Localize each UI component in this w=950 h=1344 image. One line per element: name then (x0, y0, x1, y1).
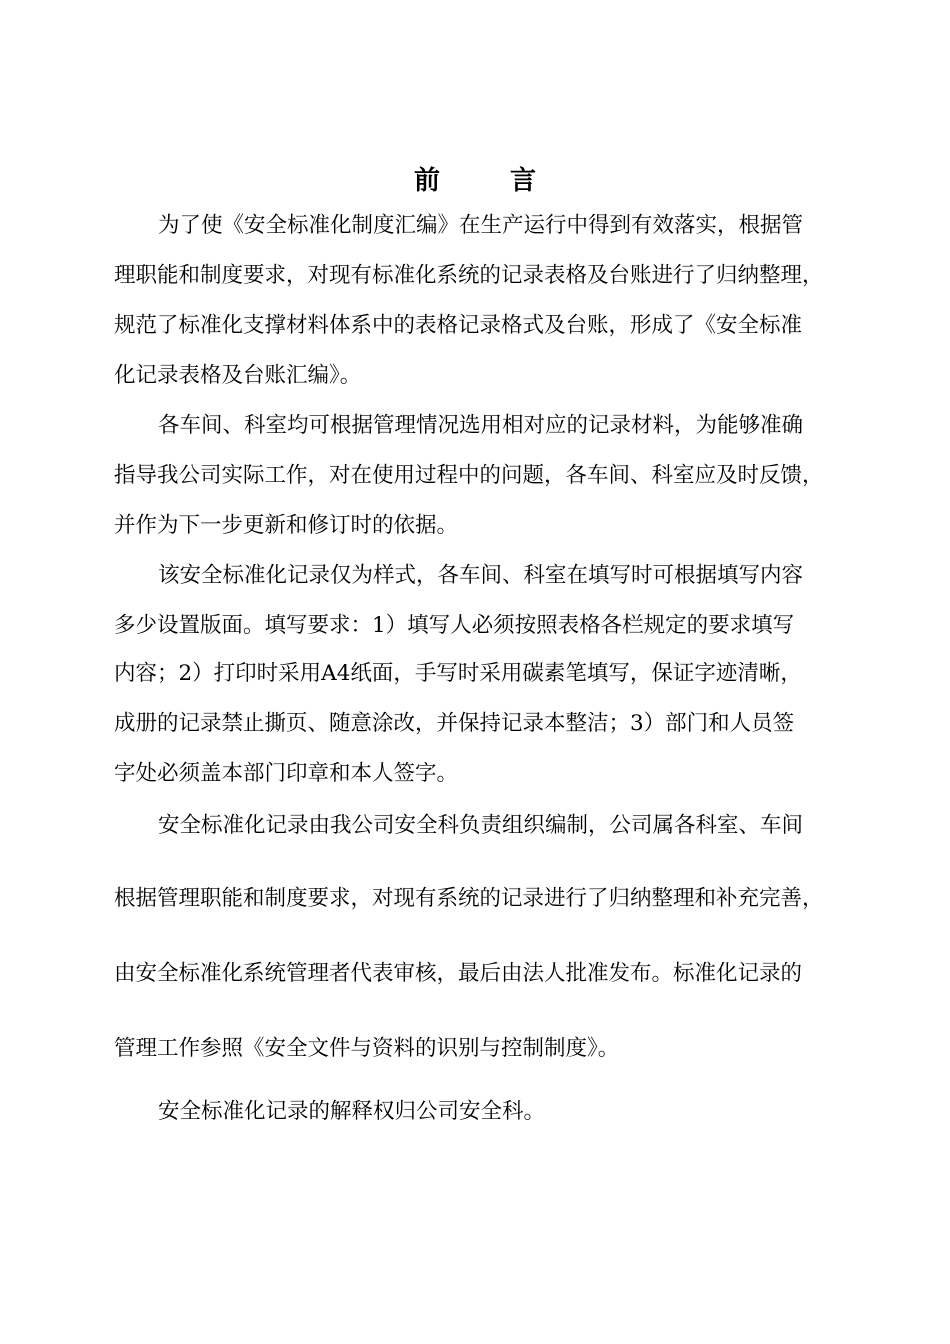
page-title (0, 160, 950, 197)
title-char-left: 前 (413, 166, 440, 196)
paragraph-3-line-2: 多少设置版面。填写要求：1）填写人必须按照表格各栏规定的要求填写 (114, 613, 795, 638)
paragraph-3-line-1: 该安全标准化记录仅为样式，各车间、科室在填写时可根据填写内容 (158, 563, 804, 588)
title-char-right: 言 (510, 166, 537, 196)
paragraph-5-line-1: 安全标准化记录的解释权归公司安全科。 (158, 1099, 546, 1124)
paragraph-1-line-3: 规范了标准化支撑材料体系中的表格记录格式及台账，形成了《安全标准 (114, 313, 803, 338)
paragraph-1-line-1: 为了使《安全标准化制度汇编》在生产运行中得到有效落实，根据管 (158, 213, 804, 238)
paragraph-2-line-1: 各车间、科室均可根据管理情况选用相对应的记录材料，为能够准确 (158, 413, 804, 438)
paragraph-4-line-4: 管理工作参照《安全文件与资料的识别与控制制度》。 (114, 1036, 620, 1061)
paragraph-2-line-2: 指导我公司实际工作，对在使用过程中的问题，各车间、科室应及时反馈， (114, 463, 824, 488)
paragraph-4-line-3: 由安全标准化系统管理者代表审核，最后由法人批准发布。标准化记录的 (114, 961, 803, 986)
paragraph-3-line-5: 字处必须盖本部门印章和本人签字。 (114, 761, 459, 786)
paragraph-4-line-2: 根据管理职能和制度要求，对现有系统的记录进行了归纳整理和补充完善， (114, 886, 824, 911)
paragraph-1-line-4: 化记录表格及台账汇编》。 (114, 363, 362, 388)
paragraph-3-line-4: 成册的记录禁止撕页、随意涂改，并保持记录本整洁；3）部门和人员签 (114, 711, 795, 736)
paragraph-2-line-3: 并作为下一步更新和修订时的依据。 (114, 513, 459, 538)
paragraph-4-line-1: 安全标准化记录由我公司安全科负责组织编制，公司属各科室、车间 (158, 813, 804, 838)
paragraph-3-line-3: 内容；2）打印时采用A4纸面，手写时采用碳素笔填写，保证字迹清晰， (114, 661, 802, 686)
paragraph-1-line-2: 理职能和制度要求，对现有标准化系统的记录表格及台账进行了归纳整理， (114, 263, 824, 288)
